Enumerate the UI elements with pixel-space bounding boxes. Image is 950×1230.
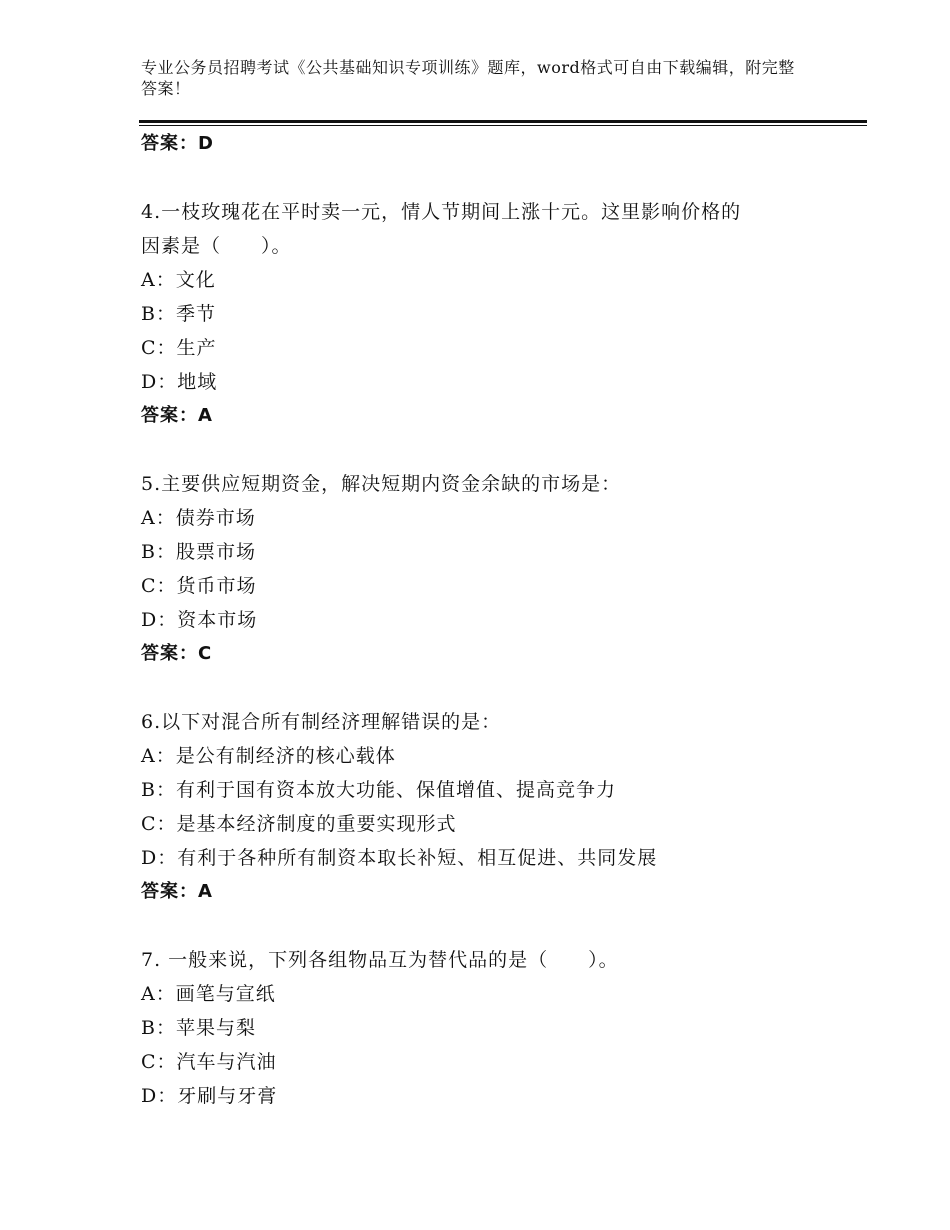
answer-line: 答案：A	[141, 881, 213, 902]
header-rule-thick	[139, 120, 867, 123]
option-a: A：债券市场	[141, 507, 256, 529]
option-c: C：汽车与汽油	[141, 1051, 277, 1073]
question-block	[141, 705, 861, 909]
option-b: B：季节	[141, 303, 216, 325]
option-d: D：地域	[141, 371, 218, 393]
answer-line: 答案：C	[141, 643, 213, 664]
question-stem: 因素是（ ）。	[141, 235, 292, 257]
header-rule-thin	[139, 125, 867, 126]
question-block	[141, 467, 861, 671]
document-header: 专业公务员招聘考试《公共基础知识专项训练》题库，word格式可自由下载编辑，附完整答案！	[141, 58, 795, 98]
question-stem: 6.以下对混合所有制经济理解错误的是：	[141, 711, 502, 733]
option-c: C：货币市场	[141, 575, 257, 597]
question-list	[141, 127, 861, 1113]
answer-line: 答案：D	[141, 133, 214, 154]
option-b: B：股票市场	[141, 541, 256, 563]
option-a: A：是公有制经济的核心载体	[141, 745, 396, 767]
question-block	[141, 195, 861, 433]
option-b: B：有利于国有资本放大功能、保值增值、提高竞争力	[141, 779, 616, 801]
question-block	[141, 943, 861, 1113]
option-d: D：有利于各种所有制资本取长补短、相互促进、共同发展	[141, 847, 658, 869]
option-a: A：画笔与宣纸	[141, 983, 276, 1005]
option-c: C：生产	[141, 337, 217, 359]
answer-line: 答案：A	[141, 405, 213, 426]
option-b: B：苹果与梨	[141, 1017, 256, 1039]
option-d: D：资本市场	[141, 609, 258, 631]
option-a: A：文化	[141, 269, 216, 291]
question-stem: 4.一枝玫瑰花在平时卖一元，情人节期间上涨十元。这里影响价格的	[141, 201, 742, 223]
option-c: C：是基本经济制度的重要实现形式	[141, 813, 457, 835]
question-stem: 5.主要供应短期资金，解决短期内资金余缺的市场是：	[141, 473, 622, 495]
option-d: D：牙刷与牙膏	[141, 1085, 278, 1107]
question-stem: 7. 一般来说，下列各组物品互为替代品的是（ ）。	[141, 949, 619, 971]
